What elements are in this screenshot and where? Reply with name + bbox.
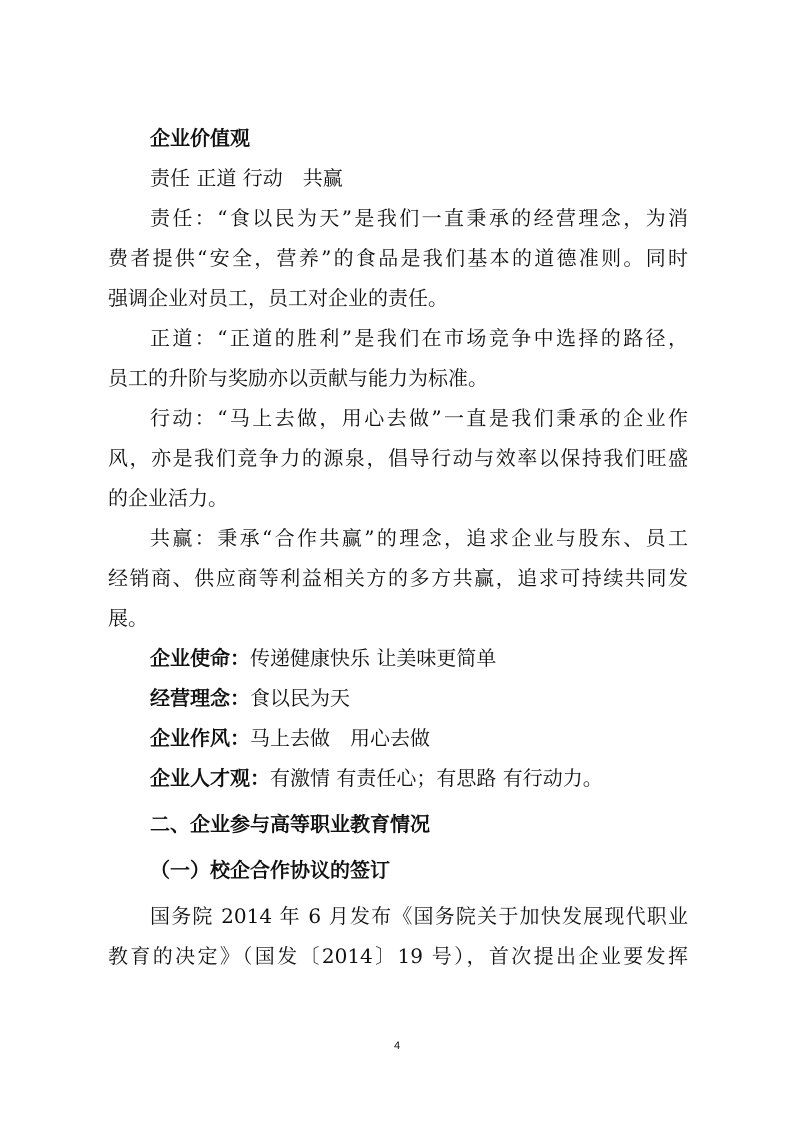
philosophy-label: 经营理念： <box>150 686 250 710</box>
righteous-line-1: 正道：“正道的胜利”是我们在市场竞争中选择的路径， <box>150 326 688 350</box>
paragraph-line-1: 国务院 2014 年 6 月发布《国务院关于加快发展现代职业 <box>150 904 688 928</box>
mission-line <box>150 644 688 672</box>
win-win-line-2: 经销商、供应商等利益相关方的多方共赢，追求可持续共同发 <box>108 566 688 590</box>
mission-text: 传递健康快乐 让美味更简单 <box>250 646 497 670</box>
paragraph-line-2: 教育的决定》（国发〔2014〕19 号），首次提出企业要发挥 <box>108 944 688 968</box>
talent-line <box>150 764 688 792</box>
talent-label: 企业人才观： <box>150 766 270 790</box>
values-heading: 企业价值观 <box>150 126 250 150</box>
responsibility-line-1: 责任：“食以民为天”是我们一直秉承的经营理念，为消 <box>150 206 688 230</box>
righteous-line-2: 员工的升阶与奖励亦以贡献与能力为标准。 <box>108 366 488 390</box>
responsibility-line-2: 费者提供“安全，营养”的食品是我们基本的道德准则。同时 <box>108 246 688 270</box>
philosophy-line <box>150 684 688 712</box>
responsibility-line-3: 强调企业对员工，员工对企业的责任。 <box>108 286 448 310</box>
action-line-3: 的企业活力。 <box>108 486 228 510</box>
page-number: 4 <box>393 1040 401 1052</box>
style-text: 马上去做 用心去做 <box>250 726 430 750</box>
talent-text: 有激情 有责任心；有思路 有行动力。 <box>270 766 603 790</box>
action-line-1: 行动：“马上去做，用心去做”一直是我们秉承的企业作 <box>150 406 688 430</box>
win-win-line-1: 共赢：秉承“合作共赢”的理念，追求企业与股东、员工 <box>150 526 688 550</box>
section-two-heading: 二、企业参与高等职业教育情况 <box>150 812 430 836</box>
mission-label: 企业使命： <box>150 646 250 670</box>
style-line <box>150 724 688 752</box>
philosophy-text: 食以民为天 <box>250 686 350 710</box>
action-line-2: 风，亦是我们竞争力的源泉，倡导行动与效率以保持我们旺盛 <box>108 446 688 470</box>
values-list: 责任 正道 行动 共赢 <box>150 166 343 190</box>
win-win-line-3: 展。 <box>108 606 148 630</box>
subsection-one-heading: （一）校企合作协议的签订 <box>150 858 390 882</box>
style-label: 企业作风： <box>150 726 250 750</box>
